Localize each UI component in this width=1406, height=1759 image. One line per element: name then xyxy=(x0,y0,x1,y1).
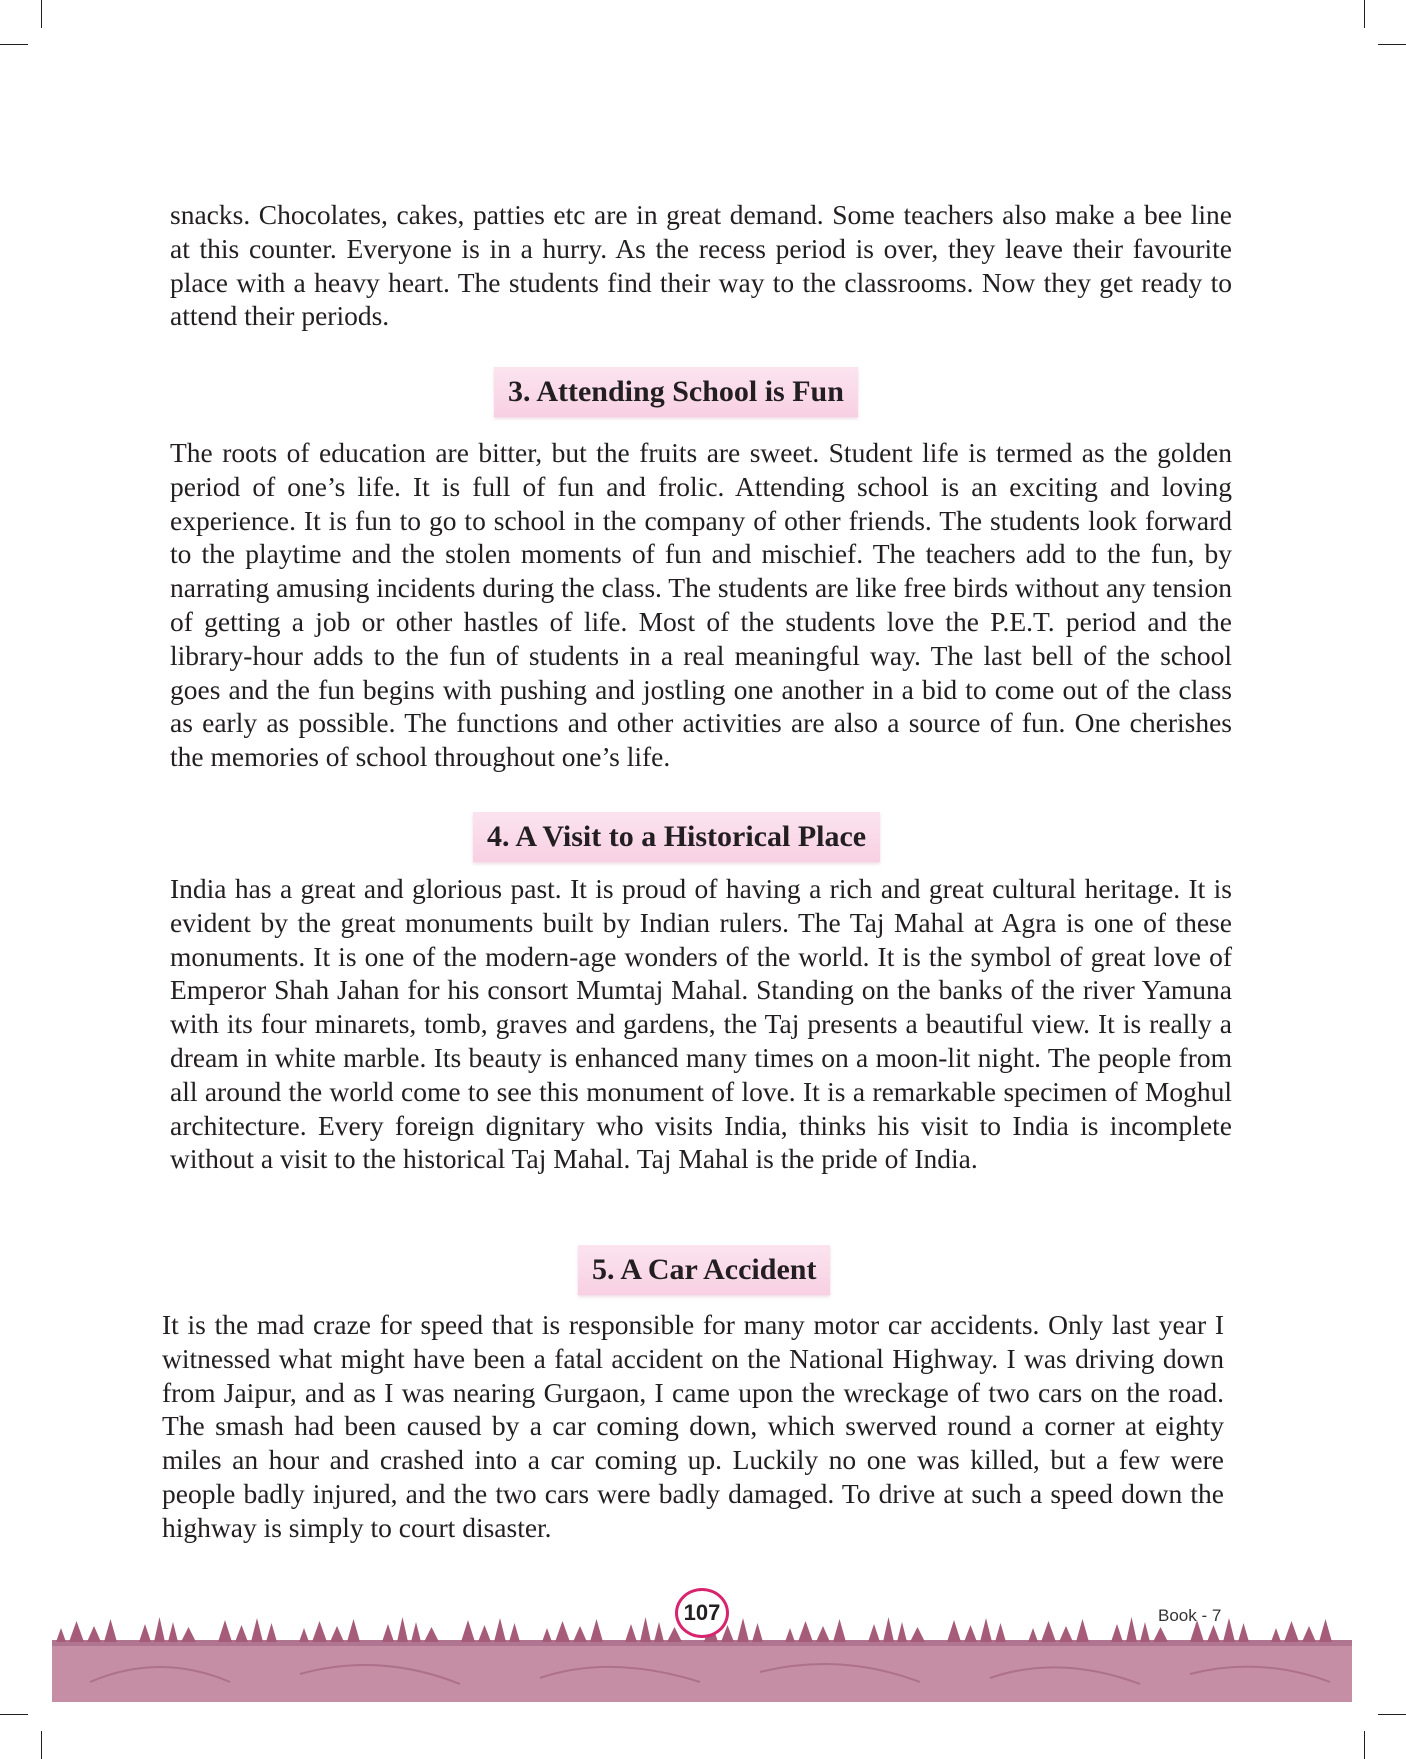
paragraph-attending-school: The roots of education are bitter, but the fruits are sweet. Student life is termed as the golden period of one’s life. It is full of fun and frolic. Attending school is an exciting and loving experience. It is fun to go to school in the company of other friends. The students look forward to the playtime and the stolen moments of fun and mischief. The teachers add to the fun, by narrating amusing incidents during the class. The students are like free birds without any tension of getting a job or other hastles of life. Most of the students love the P.E.T. period and the library-hour adds to the fun of students in a real meaningful way. The last bell of the school goes and the fun begins with pushing and jostling one another in a bid to come out of the class as early as possible. The functions and other activities are also a source of fun. One cherishes the memories of school throughout one’s life. xyxy=(170,437,1232,773)
footer-tree xyxy=(1059,1626,1073,1642)
footer-tree xyxy=(1238,1623,1249,1642)
footer-tree xyxy=(266,1623,277,1642)
footer-tree xyxy=(1302,1626,1316,1642)
footer-tree xyxy=(299,1628,309,1642)
footer-tree xyxy=(397,1617,408,1642)
footer-tree xyxy=(995,1623,1006,1642)
footer-tree xyxy=(785,1628,795,1642)
heading-attending-school: 3. Attending School is Fun xyxy=(494,367,858,417)
footer-tree xyxy=(181,1627,196,1642)
footer-tree xyxy=(330,1626,344,1642)
footer-tree xyxy=(833,1619,846,1642)
footer-tree xyxy=(104,1619,117,1642)
footer-tree xyxy=(1140,1622,1150,1642)
footer-tree xyxy=(573,1626,587,1642)
footer-tree xyxy=(1319,1619,1332,1642)
footer-ground xyxy=(52,1640,1352,1702)
footer-tree xyxy=(1284,1621,1299,1642)
book-label: Book - 7 xyxy=(1158,1606,1222,1625)
footer-tree xyxy=(1076,1619,1089,1642)
footer-tree xyxy=(980,1618,992,1642)
footer-tree xyxy=(897,1622,907,1642)
footer-tree xyxy=(798,1621,813,1642)
footer-tree xyxy=(251,1618,263,1642)
footer-tree xyxy=(555,1621,570,1642)
footer-tree xyxy=(494,1618,506,1642)
footer-tree xyxy=(1126,1617,1137,1642)
footer-tree xyxy=(347,1619,360,1642)
footer-tree xyxy=(816,1626,830,1642)
footer-tree xyxy=(640,1617,651,1642)
footer-tree xyxy=(625,1624,637,1642)
crop-mark xyxy=(1378,44,1406,45)
footer-tree xyxy=(667,1627,682,1642)
footer-tree xyxy=(87,1626,101,1642)
footer-tree xyxy=(411,1622,421,1642)
paragraph-historical-place: India has a great and glorious past. It is proud of having a rich and great cultural heritage. It is evident by the great monuments built by Indian rulers. The Taj Mahal at Agra is one of these monuments. It is one of the modern-age wonders of the world. It is the symbol of great love of Emperor Shah Jahan for his consort Mumtaj Mahal. Standing on the banks of the river Yamuna with its four minarets, tomb, graves and gardens, the Taj presents a beautiful view. It is really a dream in white marble. Its beauty is enhanced many times on a moon-lit night. The people from all around the world come to see this monument of love. It is a remarkable specimen of Moghul architecture. Every foreign dignitary who visits India, thinks his visit to India is incomplete without a visit to the historical Taj Mahal. Taj Mahal is the pride of India. xyxy=(170,873,1232,1175)
heading-historical-place: 4. A Visit to a Historical Place xyxy=(473,812,880,862)
footer-tree xyxy=(168,1622,178,1642)
footer-tree xyxy=(737,1618,749,1642)
footer-tree xyxy=(382,1624,394,1642)
footer-tree xyxy=(752,1623,763,1642)
footer-tree xyxy=(883,1617,894,1642)
footer-tree xyxy=(235,1625,248,1642)
footer-tree xyxy=(509,1623,520,1642)
footer-tree xyxy=(56,1628,66,1642)
footer-tree xyxy=(1028,1628,1038,1642)
paragraph-intro: snacks. Chocolates, cakes, patties etc are in great demand. Some teachers also make a bee line at this counter. Everyone is in a hurry. As the recess period is over, they leave their favourite place with a heavy heart. The students find their way to the classrooms. Now they get ready to attend their periods. xyxy=(170,199,1232,332)
footer-tree xyxy=(1207,1625,1220,1642)
crop-mark xyxy=(1378,1714,1406,1715)
footer-tree xyxy=(868,1624,880,1642)
crop-mark xyxy=(41,0,42,28)
footer-tree xyxy=(69,1621,84,1642)
footer-tree xyxy=(542,1628,552,1642)
footer-tree xyxy=(964,1625,977,1642)
footer-tree xyxy=(947,1620,961,1642)
footer-tree xyxy=(1271,1628,1281,1642)
footer-tree xyxy=(1111,1624,1123,1642)
footer-tree xyxy=(1041,1621,1056,1642)
footer-tree xyxy=(1153,1627,1168,1642)
crop-mark xyxy=(0,1714,28,1715)
page-number: 107 xyxy=(675,1588,729,1638)
heading-car-accident: 5. A Car Accident xyxy=(578,1245,830,1295)
footer-tree xyxy=(1223,1618,1235,1642)
footer-tree xyxy=(461,1620,475,1642)
footer-tree xyxy=(154,1617,165,1642)
paragraph-car-accident: It is the mad craze for speed that is responsible for many motor car accidents. Only last year I witnessed what might have been a fatal accident on the National Highway. I was driving down from Jaipur, and as I was nearing Gurgaon, I came upon the wreckage of two cars on the road. The smash had been caused by a car coming down, which swerved round a corner at eighty miles an hour and crashed into a car coming up. Luckily no one was killed, but a few were people badly injured, and the two cars were badly damaged. To drive at such a speed down the highway is simply to court disaster. xyxy=(162,1309,1224,1543)
footer-tree xyxy=(218,1620,232,1642)
crop-mark xyxy=(0,44,28,45)
footer-tree xyxy=(312,1621,327,1642)
footer-tree xyxy=(139,1624,151,1642)
crop-mark xyxy=(1364,0,1365,28)
footer-tree xyxy=(654,1622,664,1642)
footer-tree xyxy=(910,1627,925,1642)
crop-mark xyxy=(41,1731,42,1759)
footer-tree xyxy=(424,1627,439,1642)
footer-tree xyxy=(478,1625,491,1642)
footer-tree xyxy=(590,1619,603,1642)
crop-mark xyxy=(1364,1731,1365,1759)
